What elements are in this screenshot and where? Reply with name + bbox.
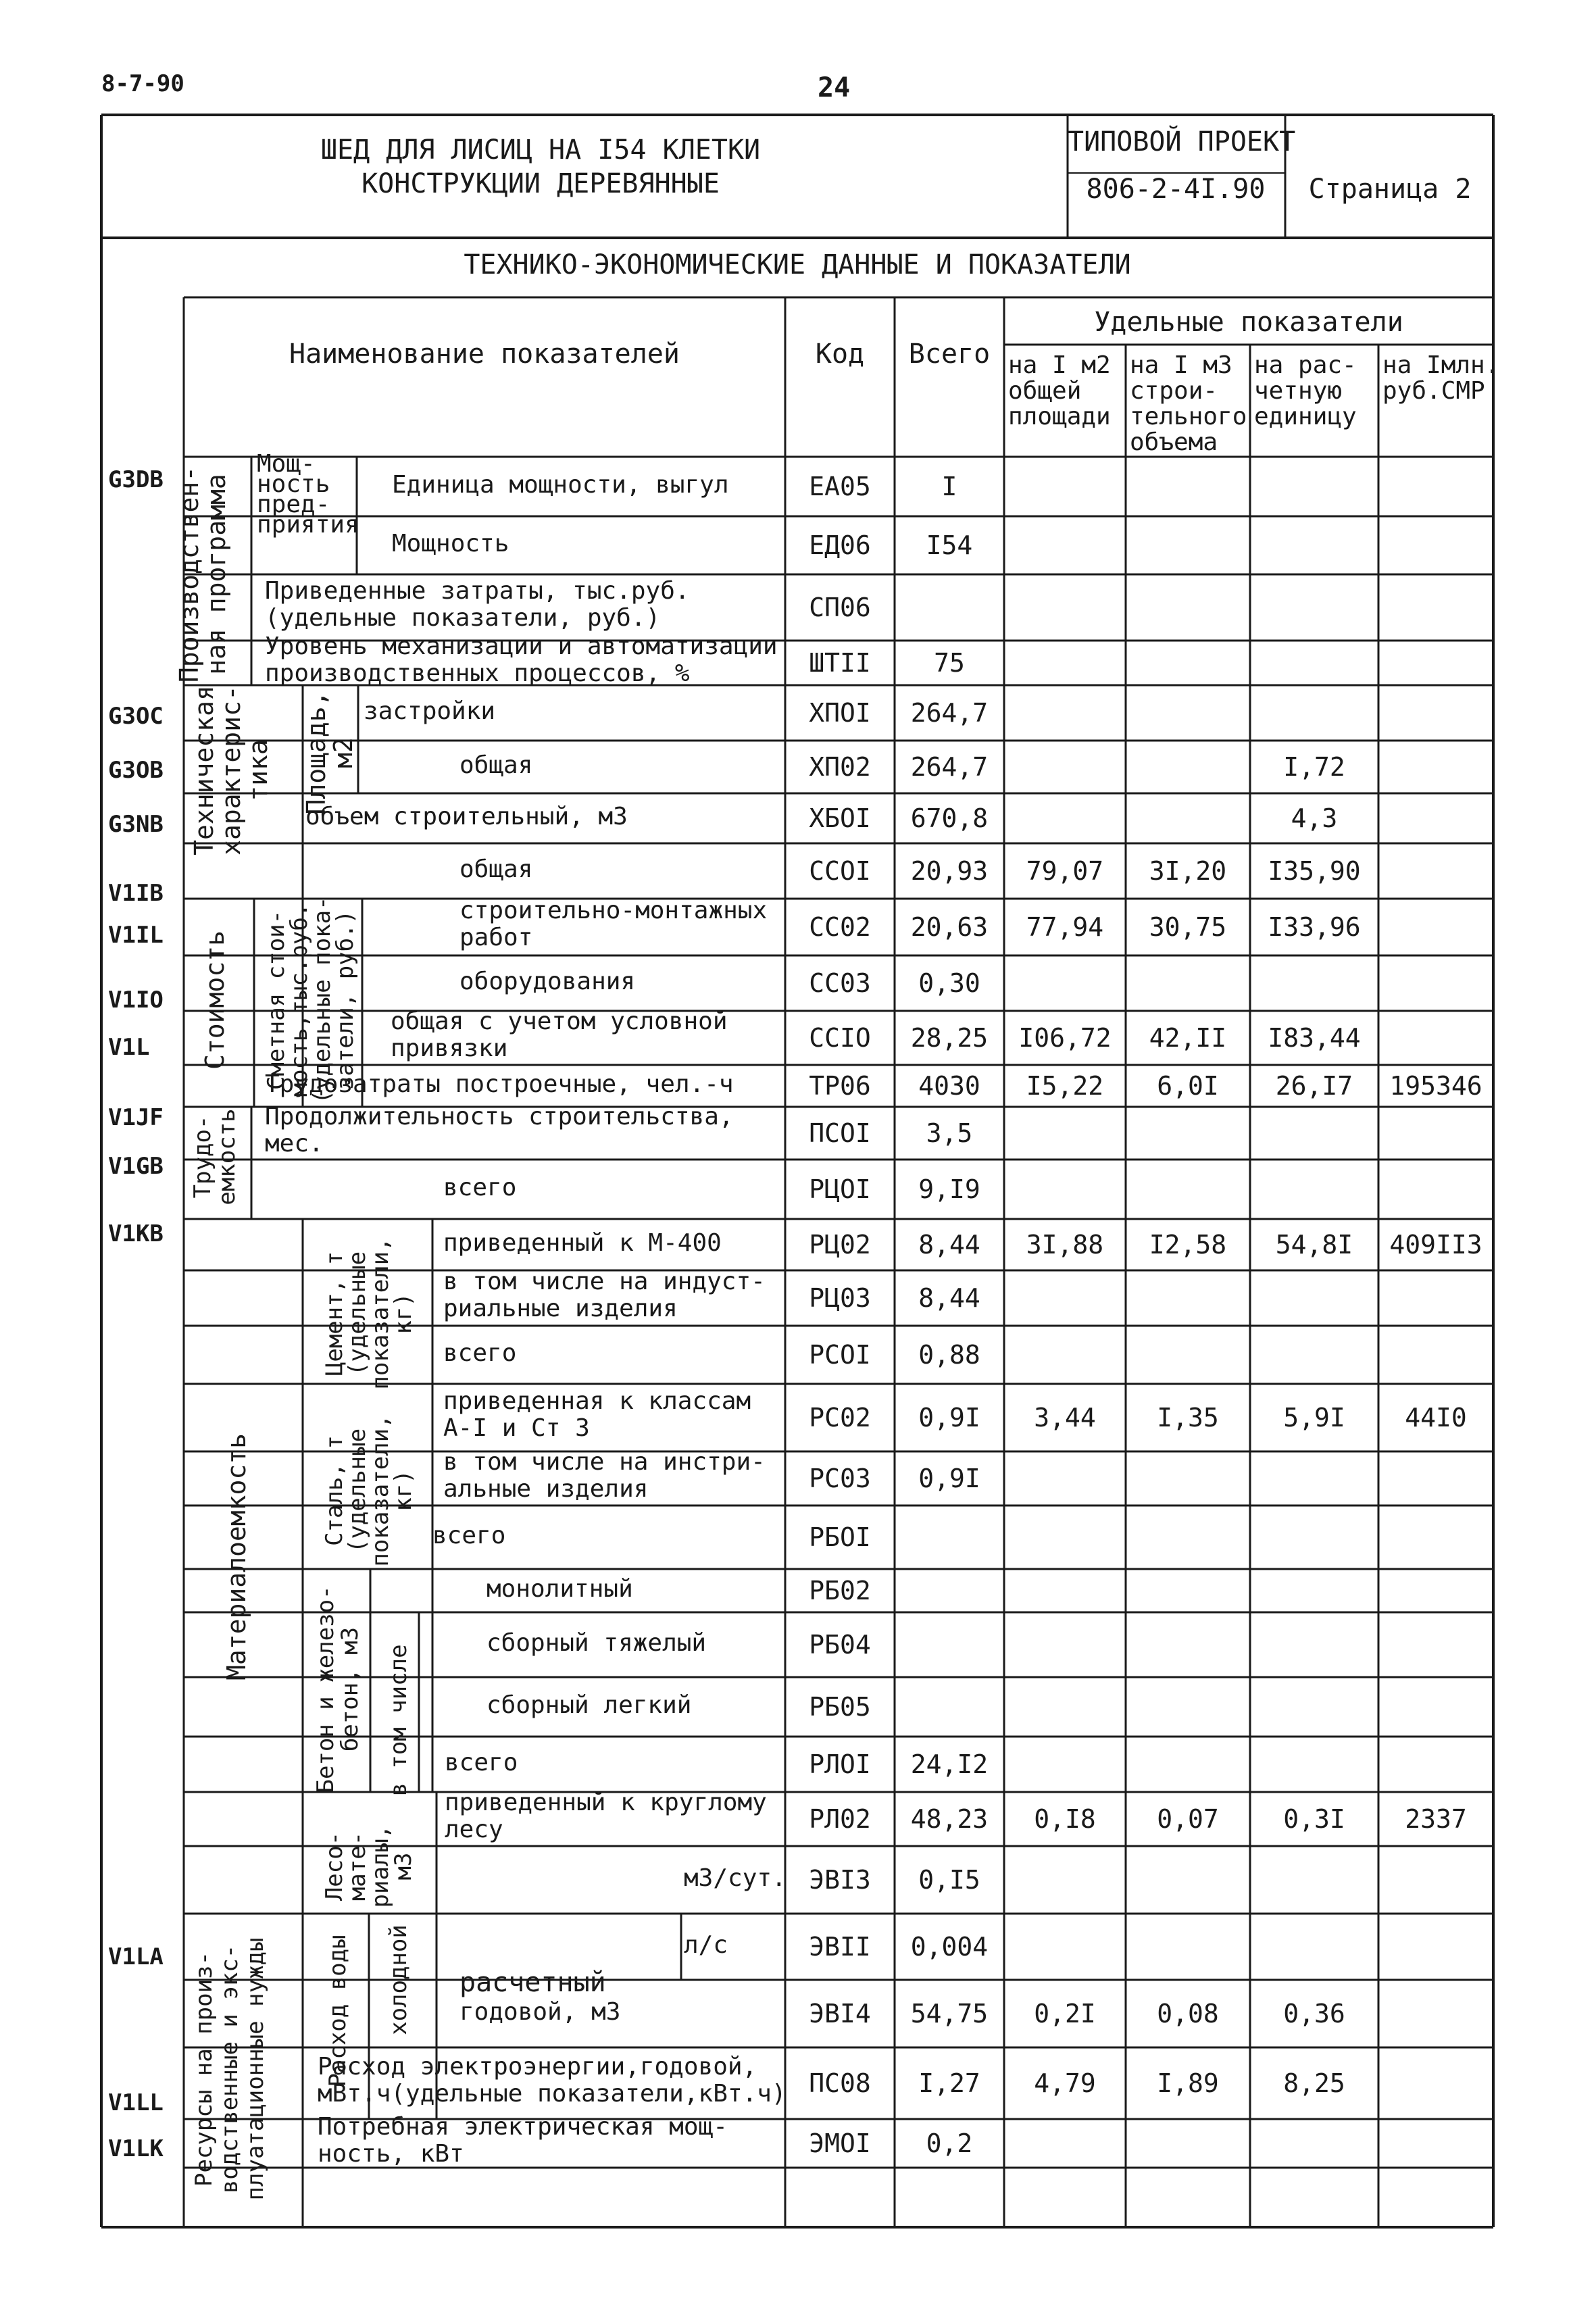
cell-m2: 0,2I [1034,1999,1096,2028]
header-per-unit: на рас- четную единицу [1254,351,1357,430]
cell-total: 0,2 [926,2129,973,2158]
row-name: л/с [684,1931,728,1959]
side-code: G3OC [108,703,164,730]
cell-total: 3,5 [926,1118,973,1148]
cell-mln: 195346 [1389,1071,1482,1101]
cell-unit: I35,90 [1268,856,1361,886]
cell-unit: 4,3 [1291,803,1338,833]
cell-total: 75 [934,648,965,678]
cell-code: СП06 [809,593,871,622]
cell-total: 0,9I [918,1464,980,1493]
cell-m2: 3I,88 [1026,1230,1104,1260]
cell-unit: 8,25 [1283,2068,1345,2098]
cell-total: I [941,472,957,501]
side-code: V1IO [108,987,164,1014]
side-code: V1KB [108,1220,164,1247]
row-name: приведенный к М-400 [443,1229,722,1257]
cell-code: РЦ03 [809,1283,871,1313]
group-estimate: Сметная стои- мость,тыс.руб. (удельные пока- затели, руб.) [263,896,359,1104]
cell-code: ЭВII [809,1932,871,1962]
cell-m2: 0,I8 [1034,1804,1096,1834]
cell-code: ТР06 [809,1071,871,1101]
cell-total: 54,75 [910,1999,989,2028]
cell-code: РЦОI [809,1174,871,1204]
row-name: всего [443,1174,517,1201]
cell-total: 20,93 [910,856,989,886]
row-name: Мощность [392,530,509,557]
cell-unit: I33,96 [1268,912,1361,942]
cell-total: 8,44 [918,1230,980,1260]
group-concrete: Бетон и железо- бетон, м3 [312,1585,364,1793]
cell-code: ХП02 [809,752,871,782]
cell-code: ПС08 [809,2068,871,2098]
row-name: монолитный [487,1575,633,1603]
row-name: Единица мощности, выгул [392,471,729,499]
cell-unit: 0,3I [1283,1804,1345,1834]
side-code: V1GB [108,1153,164,1180]
cell-code: СС02 [809,912,871,942]
document-date: 8-7-90 [101,70,184,97]
cell-total: 28,25 [910,1023,989,1053]
cell-code: ССIО [809,1023,871,1053]
cell-total: 264,7 [910,698,989,728]
cell-code: РБОI [809,1522,871,1552]
page-label: Страница 2 [1308,174,1472,205]
project-number: 806-2-4I.90 [1086,174,1266,205]
cell-code: РБ04 [809,1630,871,1660]
cell-code: ЭМОI [809,2129,871,2158]
group-production: Производствен- ная программа [174,466,231,683]
section-title: ТЕХНИКО-ЭКОНОМИЧЕСКИЕ ДАННЫЕ И ПОКАЗАТЕЛИ [464,249,1131,280]
row-name: Продолжительность строительства, мес. [265,1103,734,1158]
cell-code: ПСОI [809,1118,871,1148]
cell-total: 0,004 [910,1932,989,1962]
cell-total: 4030 [918,1071,980,1101]
group-labor: Трудо- емкость [189,1108,241,1205]
cell-total: 48,23 [910,1804,989,1834]
cell-m3: 6,0I [1157,1071,1219,1101]
cell-code: ШТII [809,648,871,678]
title-line-1: ШЕД ДЛЯ ЛИСИЦ НА I54 КЛЕТКИ [320,134,761,166]
cell-total: 670,8 [910,803,989,833]
row-name: сборный тяжелый [487,1629,707,1657]
cell-code: ХПОI [809,698,871,728]
row-name: всего [443,1339,517,1367]
header-per-m2: на I м2 общей площади [1008,351,1111,430]
cell-m3: I,89 [1157,2068,1219,2098]
group-timber: Лесо- мате- риалы, м3 [321,1824,417,1908]
side-code: V1LK [108,2135,164,2162]
cell-mln: 409II3 [1389,1230,1482,1260]
cell-code: РЦ02 [809,1230,871,1260]
side-code: V1JF [108,1104,164,1131]
cell-m3: 3I,20 [1149,856,1227,886]
group-area: Площадь, м2 [301,691,358,815]
row-name: Приведенные затраты, тыс.руб. (удельные показатели, руб.) [265,577,690,632]
group-resources: Ресурсы на произ- водственные и экс- плуатационные нужды [191,1937,269,2201]
cell-mln: 44I0 [1405,1403,1467,1433]
cell-m3: 30,75 [1149,912,1227,942]
row-name: приведенный к круглому лесу [445,1789,767,1843]
cell-code: СС03 [809,968,871,998]
row-name: в том числе на инстри- альные изделия [443,1448,766,1503]
cell-m3: 42,II [1149,1023,1227,1053]
group-technical: Техническая характерис- тика [189,685,273,855]
cell-total: 264,7 [910,752,989,782]
side-code: V1IL [108,922,164,949]
row-name: застройки [364,697,496,725]
cell-unit: 54,8I [1275,1230,1353,1260]
row-name: общая [459,751,533,779]
row-name: объем строительный, м3 [305,803,628,830]
cell-m2: I06,72 [1018,1023,1112,1053]
cell-total: I54 [926,530,973,560]
cell-m2: I5,22 [1026,1071,1104,1101]
group-water: Расход воды [324,1935,351,2087]
cell-code: ССОI [809,856,871,886]
header-per-m3: на I м3 строи- тельного объема [1130,351,1247,456]
row-name: м3/сут. [684,1864,787,1892]
row-name: Потребная электрическая мощ- ность, кВт [318,2113,728,2168]
cell-total: 0,9I [918,1403,980,1433]
side-code: V1IB [108,880,164,907]
row-name: сборный легкий [487,1691,692,1719]
cell-total: 0,30 [918,968,980,998]
cell-code: РБ02 [809,1576,871,1605]
cell-total: 0,I5 [918,1865,980,1895]
project-label: ТИПОВОЙ ПРОЕКТ [1068,126,1296,157]
cell-code: ЕА05 [809,472,871,501]
row-name: Расход электроэнергии,годовой, мВт.ч(удельные показатели,кВт.ч) [318,2053,787,2108]
row-name: всего [445,1749,518,1776]
cell-code: ЕД06 [809,530,871,560]
cell-m3: I2,58 [1149,1230,1227,1260]
cell-total: 0,88 [918,1340,980,1370]
group-materials: Материалоемкость [222,1433,251,1681]
row-name: Уровень механизации и автоматизации производственных процессов, % [265,632,778,687]
cell-m2: 77,94 [1026,912,1104,942]
cell-mln: 2337 [1405,1804,1467,1834]
side-code: V1LA [108,1943,164,1970]
side-code: V1L [108,1034,150,1061]
cell-total: I,27 [918,2068,980,2098]
cell-unit: I83,44 [1268,1023,1361,1053]
cell-total: 20,63 [910,912,989,942]
cell-code: РЛ02 [809,1804,871,1834]
cell-unit: 0,36 [1283,1999,1345,2028]
cell-unit: 5,9I [1283,1403,1345,1433]
group-cold: холодной [385,1924,412,2035]
side-code: V1LL [108,2089,164,2116]
cell-m3: 0,07 [1157,1804,1219,1834]
row-name: годовой, м3 [459,1998,621,2026]
cell-code: РБ05 [809,1692,871,1722]
cell-code: ЭВI3 [809,1865,871,1895]
group-steel: Сталь, т (удельные показатели, кг) [321,1414,417,1567]
cell-code: РЛОI [809,1749,871,1779]
group-capacity: Мощ- ность пред- приятия [257,450,359,539]
cell-unit: 26,I7 [1275,1071,1353,1101]
cell-m3: I,35 [1157,1403,1219,1433]
cell-total: 8,44 [918,1283,980,1313]
cell-code: ХБОI [809,803,871,833]
cell-m2: 3,44 [1034,1403,1096,1433]
cell-m2: 79,07 [1026,856,1104,886]
side-code: G3DB [108,466,164,493]
page-number: 24 [818,72,851,103]
row-name: Трудозатраты построечные, чел.-ч [265,1070,734,1098]
side-code: G3NB [108,811,164,838]
row-name: оборудования [459,968,636,995]
water-calc-label: расчетный [459,1967,606,1998]
cell-m3: 0,08 [1157,1999,1219,2028]
header-name: Наименование показателей [289,339,680,370]
row-name: общая [459,855,533,883]
cell-code: РС03 [809,1464,871,1493]
header-specific: Удельные показатели [1094,307,1403,338]
cell-code: РСОI [809,1340,871,1370]
row-name: строительно-монтажных работ [459,897,768,951]
group-cost: Стоимость [200,930,230,1070]
header-code: Код [815,339,865,370]
cell-m2: 4,79 [1034,2068,1096,2098]
row-name: приведенная к классам А-I и Ст 3 [443,1387,751,1442]
cell-total: 24,I2 [910,1749,989,1779]
title-line-2: КОНСТРУКЦИИ ДЕРЕВЯННЫЕ [361,168,720,199]
cell-code: РС02 [809,1403,871,1433]
cell-code: ЭВI4 [809,1999,871,2028]
group-including: в том числе [385,1644,412,1797]
row-name: в том числе на индуст- риальные изделия [443,1268,766,1322]
group-cement: Цемент, т (удельные показатели, кг) [321,1237,417,1390]
row-name: всего [432,1522,506,1549]
side-code: G3OB [108,757,164,784]
header-per-mln: на Iмлн. руб.СМР [1382,351,1500,405]
header-total: Всего [908,339,991,370]
row-name: общая с учетом условной привязки [391,1007,728,1062]
cell-total: 9,I9 [918,1174,980,1204]
cell-unit: I,72 [1283,752,1345,782]
